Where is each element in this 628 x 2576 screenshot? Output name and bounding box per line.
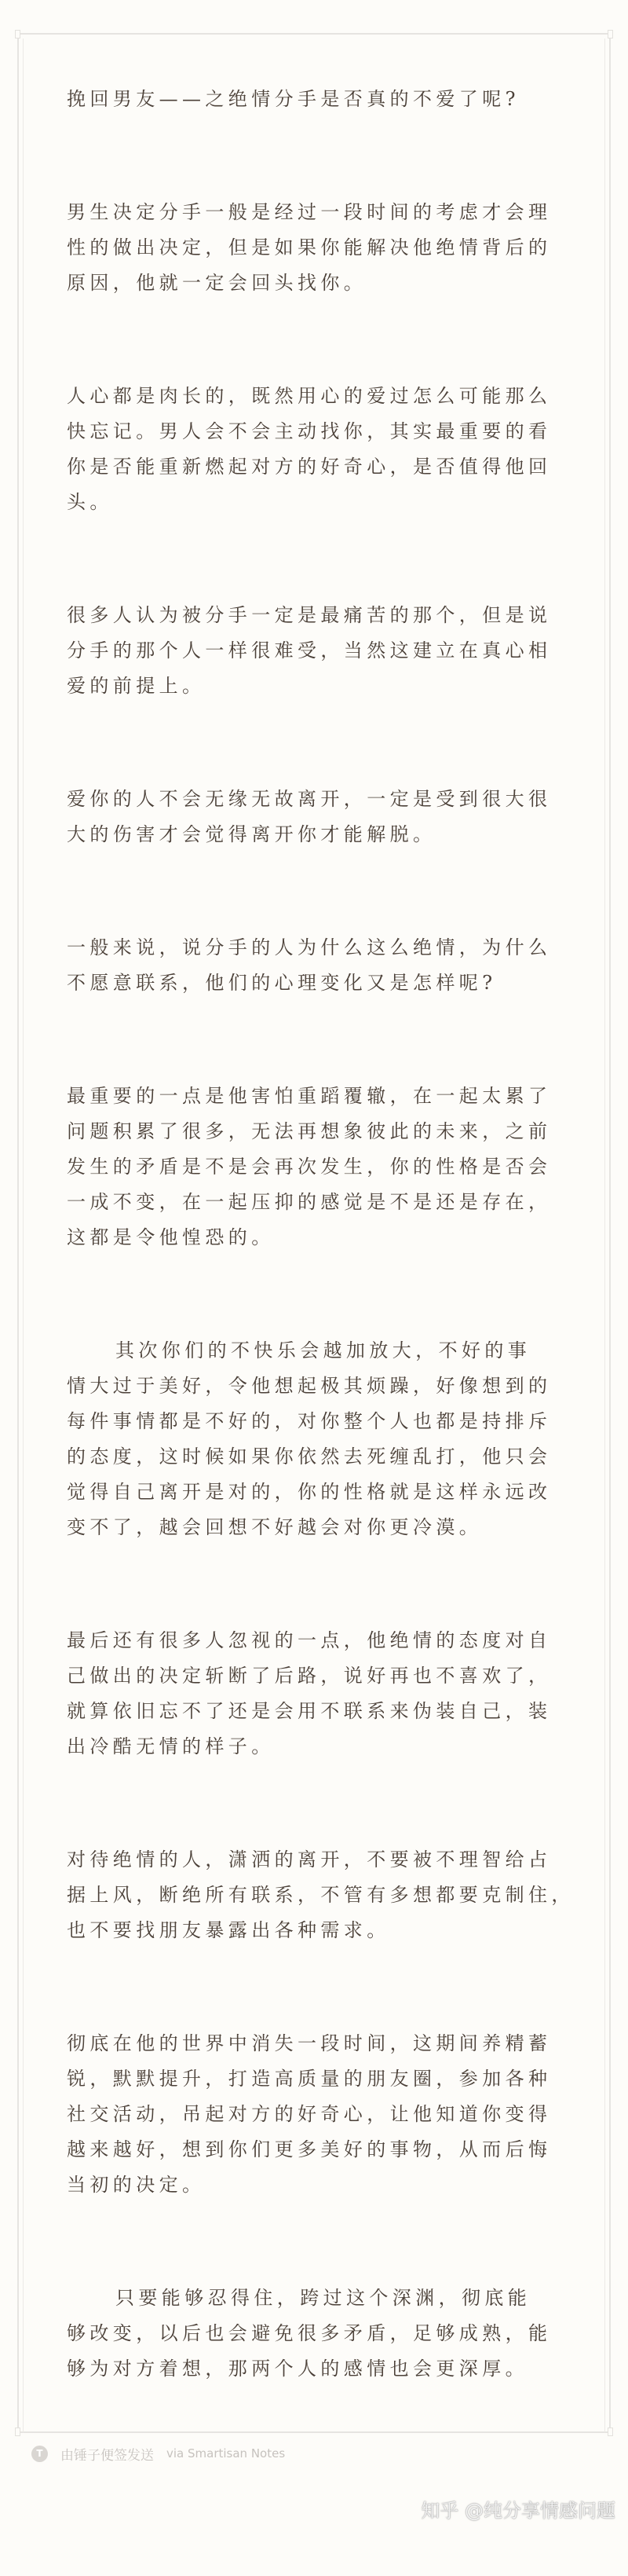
note-paragraph	[67, 782, 569, 852]
text-line: 你是否能重新燃起对方的好奇心，是否值得他回	[67, 456, 552, 478]
note-footer	[31, 2444, 285, 2463]
note-paragraph	[67, 2026, 569, 2203]
note-paragraph	[67, 1079, 569, 1255]
note-paragraph	[67, 1333, 569, 1545]
sent-via-label: via Smartisan Notes	[166, 2446, 286, 2461]
text-line: 爱的前提上。	[67, 675, 206, 697]
note-paragraph	[67, 379, 569, 520]
text-line: 出冷酷无情的样子。	[67, 1735, 275, 1757]
text-line: 每件事情都是不好的，对你整个人也都是持排斥	[67, 1410, 552, 1432]
smartisan-t-icon: T	[31, 2446, 48, 2462]
text-line: 的态度，这时候如果你依然去死缠乱打，他只会	[67, 1446, 552, 1468]
note-paragraph	[67, 195, 569, 301]
text-line: 头。	[67, 491, 113, 513]
text-line: 锐，默默提升，打造高质量的朋友圈，参加各种	[67, 2068, 552, 2090]
text-line: 这都是令他惶恐的。	[67, 1226, 275, 1248]
text-line: 问题积累了很多，无法再想象彼此的未来，之前	[67, 1120, 552, 1142]
text-line: 对待绝情的人，潇洒的离开，不要被不理智给占	[67, 1849, 552, 1871]
text-line: 够为对方着想，那两个人的感情也会更深厚。	[67, 2358, 528, 2380]
text-line: 越来越好，想到你们更多美好的事物，从而后悔	[67, 2138, 552, 2160]
text-line: 也不要找朋友暴露出各种需求。	[67, 1919, 390, 1941]
text-line: 原因，他就一定会回头找你。	[67, 272, 367, 294]
text-line: 挽回男友——之绝情分手是否真的不爱了呢?	[67, 88, 520, 110]
note-paragraph	[67, 1842, 575, 1948]
text-line: 彻底在他的世界中消失一段时间，这期间养精蓄	[67, 2032, 552, 2054]
note-paragraph	[67, 930, 569, 1001]
note-title	[67, 82, 569, 117]
text-line: 当初的决定。	[67, 2174, 206, 2196]
text-line: 己做出的决定斩断了后路，说好再也不喜欢了，	[67, 1665, 552, 1687]
text-line: 最后还有很多人忽视的一点，他绝情的态度对自	[67, 1629, 552, 1651]
text-line: 性的做出决定，但是如果你能解决他绝情背后的	[67, 236, 552, 258]
text-line: 只要能够忍得住，跨过这个深渊，彻底能	[115, 2287, 531, 2309]
text-line: 人心都是肉长的，既然用心的爱过怎么可能那么	[67, 385, 552, 407]
note-body	[67, 82, 575, 2464]
text-line: 男生决定分手一般是经过一段时间的考虑才会理	[67, 201, 552, 223]
text-line: 大的伤害才会觉得离开你才能解脱。	[67, 823, 436, 845]
zhihu-watermark: 知乎 @纯分享情感问题	[421, 2500, 615, 2522]
text-line: 一般来说，说分手的人为什么这么绝情，为什么	[67, 936, 552, 958]
text-line: 够改变，以后也会避免很多矛盾，足够成熟，能	[67, 2322, 552, 2344]
text-line: 一成不变，在一起压抑的感觉是不是还是存在，	[67, 1191, 552, 1213]
text-line: 最重要的一点是他害怕重蹈覆辙，在一起太累了	[67, 1085, 552, 1107]
text-line: 就算依旧忘不了还是会用不联系来伪装自己，装	[67, 1700, 552, 1722]
text-line: 情大过于美好，令他想起极其烦躁，好像想到的	[67, 1375, 552, 1397]
text-line: 社交活动，吊起对方的好奇心，让他知道你变得	[67, 2103, 552, 2125]
text-line: 分手的那个人一样很难受，当然这建立在真心相	[67, 639, 552, 661]
text-line: 不愿意联系，他们的心理变化又是怎样呢?	[67, 972, 497, 994]
text-line: 爱你的人不会无缘无故离开，一定是受到很大很	[67, 788, 552, 810]
text-line: 发生的矛盾是不是会再次发生，你的性格是否会	[67, 1156, 552, 1178]
text-line: 变不了，越会回想不好越会对你更冷漠。	[67, 1516, 483, 1538]
note-paragraph	[67, 2281, 569, 2387]
text-line: 很多人认为被分手一定是最痛苦的那个，但是说	[67, 604, 552, 626]
note-paragraph	[67, 598, 569, 704]
sent-from-label: 由锤子便签发送	[60, 2447, 154, 2464]
note-paragraph	[67, 1623, 569, 1764]
card-corner-ornament	[15, 2428, 20, 2436]
card-corner-ornament	[15, 30, 20, 38]
text-line: 觉得自己离开是对的，你的性格就是这样永远改	[67, 1481, 552, 1503]
text-line: 其次你们的不快乐会越加放大，不好的事	[115, 1339, 531, 1361]
text-line: 据上风，断绝所有联系，不管有多想都要克制住，	[67, 1884, 575, 1906]
card-corner-ornament	[608, 30, 613, 38]
text-line: 快忘记。男人会不会主动找你，其实最重要的看	[67, 420, 552, 442]
card-corner-ornament	[608, 2428, 613, 2436]
